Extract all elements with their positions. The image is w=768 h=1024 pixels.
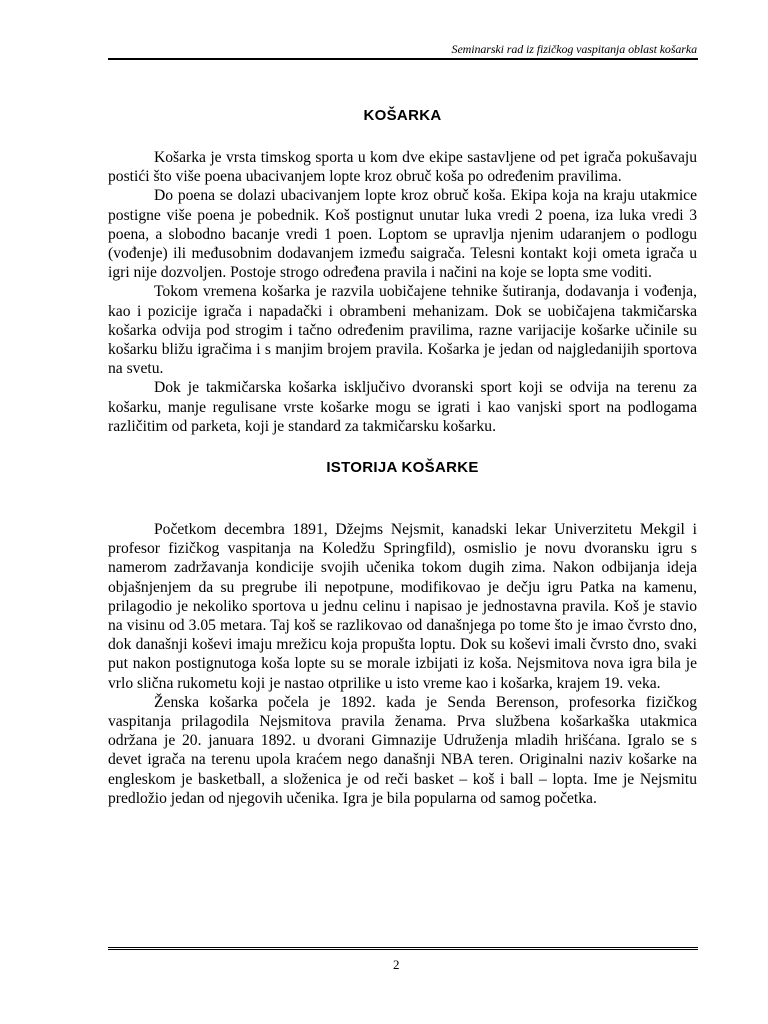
section-title-kosarka: KOŠARKA bbox=[363, 107, 442, 124]
paragraph: Košarka je vrsta timskog sporta u kom dve ekipe sastavljene od pet igrača pokušavaju postići što više poena ubacivanjem lopte kroz obruč koša po određenim pravilima. bbox=[108, 149, 697, 186]
paragraph: Tokom vremena košarka je razvila uobičajene tehnike šutiranja, dodavanja i vođenja, kao i pozicije igrača i napadački i obrambeni mehanizam. Dok se uobičajena takmičarska košarka odvija pod strogim i tačno određenim pravilima, razne varijacije košarke učinile su košarku bližu igračima i s manjim brojem pravila. Košarka je jedan od najgledanijih sportova na svetu. bbox=[108, 283, 697, 378]
header-rule bbox=[108, 58, 698, 60]
section-title-istorija: ISTORIJA KOŠARKE bbox=[326, 459, 479, 477]
running-header: Seminarski rad iz fizičkog vaspitanja oblast košarka bbox=[451, 42, 697, 56]
footer-rule bbox=[108, 947, 698, 950]
paragraph: Ženska košarka počela je 1892. kada je Senda Berenson, profesorka fizičkog vaspitanja prilagodila Nejsmitova pravila ženama. Prva službena košarkaška utakmica održana je 20. januara 1892. u dvorani Gimnazije Udruženja mladih hrišćana. Igralo se s devet igrača na terenu upola kraćem nego današnji NBA teren. Originalni naziv košarke na engleskom je basketball, a složenica je od reči basket – koš i ball – lopta. Ime je Nejsmitu predložio jedan od njegovih učenika. Igra je bila popularna od samog početka. bbox=[108, 693, 697, 807]
paragraph: Do poena se dolazi ubacivanjem lopte kroz obruč koša. Ekipa koja na kraju utakmice postigne više poena je pobednik. Koš postignut unutar luka vredi 2 poena, iza luka vredi 3 poena, a slobodno bacanje vredi 1 poen. Loptom se upravlja njenim udaranjem o podlogu (vođenje) ili međusobnim dodavanjem između saigrača. Telesni kontakt koji ometa igrača u igri nije dozvoljen. Postoje strogo određena pravila i načini na koje se lopta sme voditi. bbox=[108, 187, 697, 282]
paragraph: Dok je takmičarska košarka isključivo dvoranski sport koji se odvija na terenu za košarku, manje regulisane vrste košarke mogu se igrati i kao vanjski sport na podlogama različitim od parketa, koji je standard za takmičarsku košarku. bbox=[108, 379, 697, 435]
page-number: 2 bbox=[393, 957, 400, 972]
main-content bbox=[108, 107, 697, 808]
paragraph: Početkom decembra 1891, Džejms Nejsmit, kanadski lekar Univerzitetu Mekgil i profesor fizičkog vaspitanja na Koledžu Springfild), osmislio je novu dvoransku igru s namerom zadržavanja kondicije svojih učenika tokom dugih zima. Nakon odbijanja ideja objašnjenjem da su pregrube ili nepotpune, modifikovao je dečju igru Patka na kamenu, prilagodio je nekoliko sportova u jednu celinu i napisao je jednostavna pravila. Koš je stavio na visinu od 3.05 metara. Taj koš se razlikovao od današnjega po tome što je imao čvrsto dno, dok današnji koševi imaju mrežicu koja propušta loptu. Dok su koševi imali čvrsto dno, svaki put nakon postignutoga koša lopte su se morale izbijati iz koša. Nejsmitova nova igra bila je vrlo slična rukometu koji je nastao otprilike u isto vreme kao i košarka, krajem 19. veka. bbox=[108, 521, 697, 692]
